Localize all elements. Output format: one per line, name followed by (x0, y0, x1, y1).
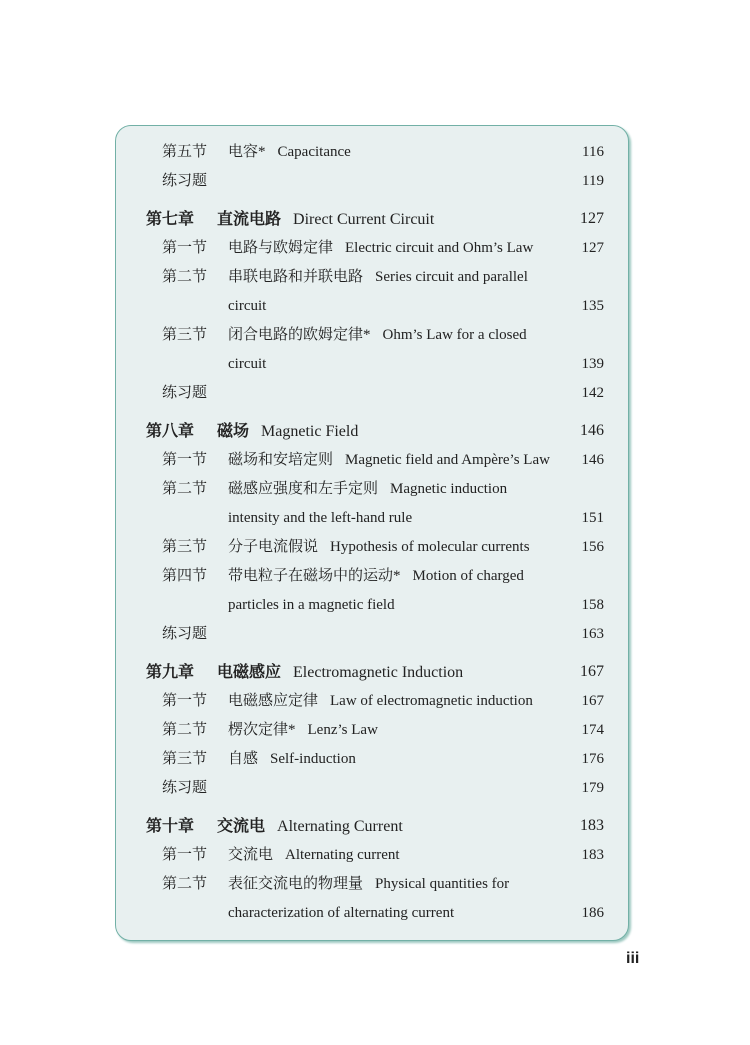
entry-title-english: Electric circuit and Ohm’s Law (345, 240, 534, 256)
toc-entry-continuation[interactable] (116, 899, 628, 928)
entry-title-chinese: 直流电路 (217, 209, 282, 228)
page-number: iii (626, 950, 640, 967)
toc-chapter-entry[interactable] (116, 416, 628, 446)
entry-title-continued: intensity and the left-hand rule (228, 510, 413, 526)
entry-label: 第三节 (162, 539, 208, 555)
toc-chapter-entry[interactable] (116, 204, 628, 234)
entry-title-chinese: 交流电 (217, 816, 266, 835)
toc-chapter-entry[interactable] (116, 657, 628, 687)
entry-title-chinese: 电容* (228, 144, 266, 160)
toc-section-entry[interactable] (116, 533, 628, 562)
entry-title-chinese: 楞次定律* (228, 722, 296, 738)
entry-title-english: Series circuit and parallel (375, 269, 528, 285)
entry-label: 第二节 (162, 876, 208, 892)
entry-label: 第四节 (162, 568, 208, 584)
entry-page-number: 127 (581, 240, 604, 256)
entry-page-number: 179 (581, 780, 604, 796)
entry-title-continued: characterization of alternating current (228, 905, 455, 921)
toc-section-entry[interactable] (116, 716, 628, 745)
entry-title-chinese: 分子电流假说 (228, 539, 319, 555)
toc-box (115, 125, 629, 941)
entry-page-number: 183 (581, 847, 604, 863)
entry-label: 练习题 (162, 626, 208, 642)
entry-title-english: Self-induction (270, 751, 356, 767)
toc-entry-continuation[interactable] (116, 350, 628, 379)
entry-page-number: 116 (582, 144, 604, 160)
entry-page-number: 158 (581, 597, 604, 613)
entry-title-chinese: 磁感应强度和左手定则 (228, 481, 379, 497)
entry-title-chinese: 电磁感应 (217, 662, 282, 681)
entry-label: 练习题 (162, 385, 208, 401)
entry-label: 第一节 (162, 693, 208, 709)
toc-section-entry[interactable] (116, 687, 628, 716)
entry-title-chinese: 表征交流电的物理量 (228, 876, 364, 892)
toc-section-entry[interactable] (116, 745, 628, 774)
entry-page-number: 151 (581, 510, 604, 526)
toc-section-entry[interactable] (116, 446, 628, 475)
entry-label: 第一节 (162, 240, 208, 256)
entry-page-number: 119 (582, 173, 604, 189)
toc-entry-continuation[interactable] (116, 504, 628, 533)
entry-title-continued: circuit (228, 298, 267, 314)
entry-title-continued: particles in a magnetic field (228, 597, 395, 613)
entry-label: 第一节 (162, 452, 208, 468)
entry-page-number: 146 (580, 422, 604, 439)
entry-page-number: 167 (580, 663, 604, 680)
entry-page-number: 156 (581, 539, 604, 555)
entry-label: 第二节 (162, 722, 208, 738)
entry-label: 第九章 (146, 662, 195, 681)
entry-label: 练习题 (162, 780, 208, 796)
entry-title-english: Direct Current Circuit (293, 211, 435, 228)
entry-title-english: Alternating Current (277, 818, 403, 835)
toc-entry-continuation[interactable] (116, 591, 628, 620)
entry-title-english: Physical quantities for (375, 876, 510, 892)
entry-title-english: Ohm’s Law for a closed (382, 327, 527, 343)
entry-title-english: Magnetic induction (390, 481, 508, 497)
entry-title-chinese: 磁场和安培定则 (228, 452, 334, 468)
entry-label: 第二节 (162, 481, 208, 497)
toc-section-entry[interactable] (116, 841, 628, 870)
toc-exercise-entry[interactable] (116, 774, 628, 803)
entry-title-continued: circuit (228, 356, 267, 372)
entry-page-number: 146 (581, 452, 604, 468)
entry-label: 第十章 (146, 816, 195, 835)
entry-page-number: 176 (581, 751, 604, 767)
entry-title-chinese: 自感 (228, 751, 259, 767)
toc-section-entry[interactable] (116, 321, 628, 350)
entry-label: 第七章 (146, 209, 195, 228)
entry-title-english: Magnetic field and Ampère’s Law (345, 452, 550, 468)
toc-exercise-entry[interactable] (116, 379, 628, 408)
entry-page-number: 139 (581, 356, 604, 372)
entry-title-english: Electromagnetic Induction (293, 664, 464, 681)
entry-title-english: Alternating current (285, 847, 400, 863)
entry-title-chinese: 带电粒子在磁场中的运动* (228, 568, 401, 584)
toc-entry-continuation[interactable] (116, 292, 628, 321)
toc-section-entry[interactable] (116, 475, 628, 504)
entry-page-number: 186 (581, 905, 604, 921)
entry-title-chinese: 电磁感应定律 (228, 693, 319, 709)
entry-label: 第八章 (146, 421, 195, 440)
entry-label: 第一节 (162, 847, 208, 863)
entry-label: 练习题 (162, 173, 208, 189)
entry-label: 第五节 (162, 144, 208, 160)
toc-section-entry[interactable] (116, 562, 628, 591)
entry-title-chinese: 串联电路和并联电路 (228, 269, 364, 285)
entry-title-english: Hypothesis of molecular currents (330, 539, 530, 555)
toc-section-entry[interactable] (116, 234, 628, 263)
entry-title-english: Lenz’s Law (307, 722, 378, 738)
entry-label: 第二节 (162, 269, 208, 285)
entry-label: 第三节 (162, 751, 208, 767)
entry-title-chinese: 闭合电路的欧姆定律* (228, 327, 371, 343)
entry-title-chinese: 交流电 (228, 847, 274, 863)
toc-section-entry[interactable] (116, 138, 628, 167)
entry-page-number: 167 (581, 693, 604, 709)
entry-page-number: 135 (581, 298, 604, 314)
entry-title-english: Law of electromagnetic induction (330, 693, 533, 709)
entry-page-number: 142 (581, 385, 604, 401)
toc-section-entry[interactable] (116, 263, 628, 292)
toc-exercise-entry[interactable] (116, 167, 628, 196)
entry-page-number: 127 (580, 210, 604, 227)
toc-chapter-entry[interactable] (116, 811, 628, 841)
entry-title-english: Motion of charged (412, 568, 524, 584)
toc-exercise-entry[interactable] (116, 620, 628, 649)
entry-page-number: 174 (581, 722, 604, 738)
entry-page-number: 183 (580, 817, 604, 834)
entry-title-english: Capacitance (277, 144, 351, 160)
entry-title-chinese: 电路与欧姆定律 (228, 240, 334, 256)
toc-section-entry[interactable] (116, 870, 628, 899)
entry-page-number: 163 (581, 626, 604, 642)
entry-title-english: Magnetic Field (261, 423, 359, 440)
entry-label: 第三节 (162, 327, 208, 343)
entry-title-chinese: 磁场 (217, 421, 250, 440)
